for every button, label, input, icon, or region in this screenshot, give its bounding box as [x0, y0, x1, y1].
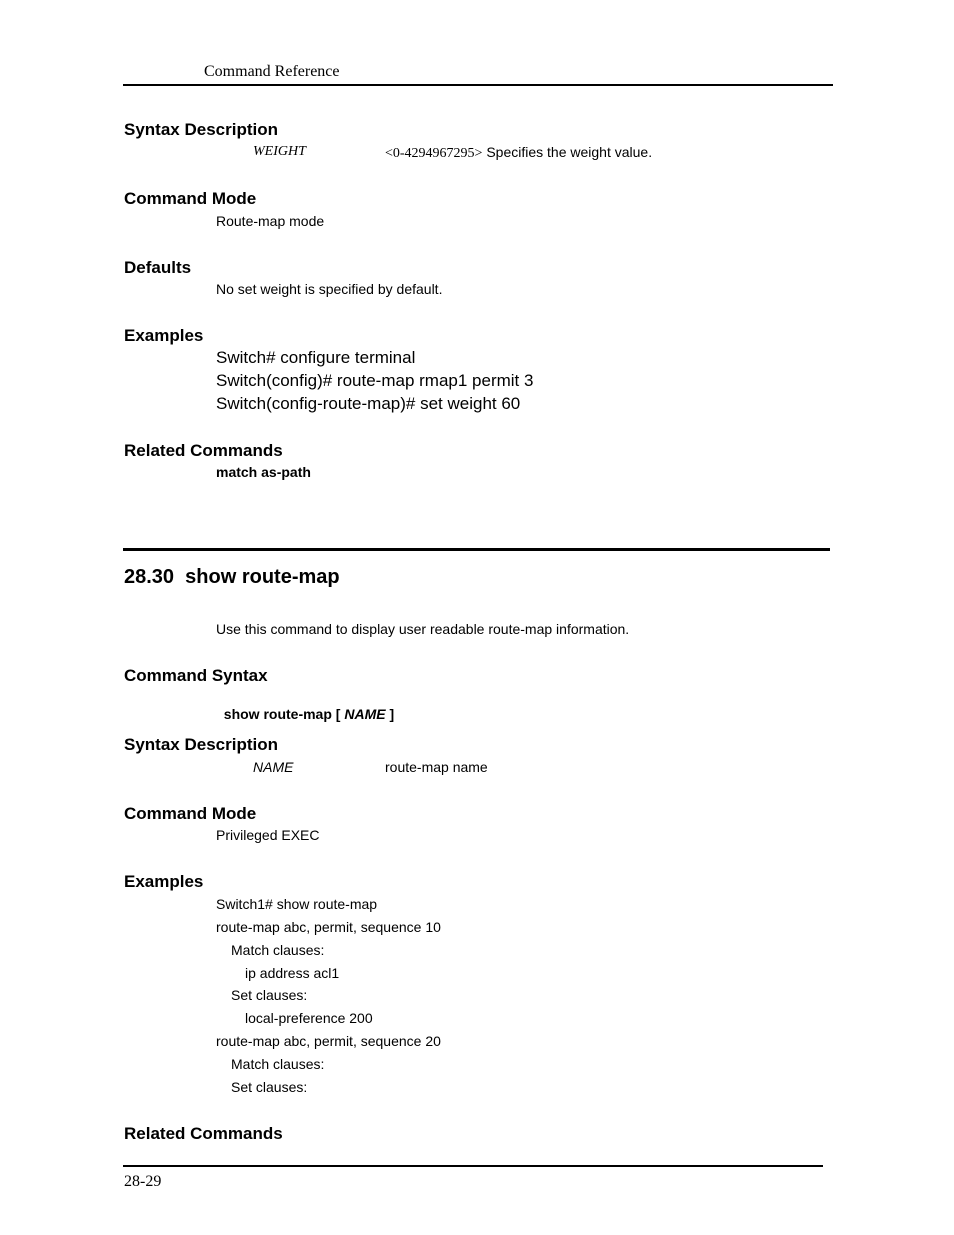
example-line: Match clauses:: [231, 1056, 325, 1072]
examples-heading: Examples: [124, 872, 204, 891]
section-title: 28.30 show route-map: [124, 566, 340, 588]
syntax-param: NAME: [344, 706, 386, 722]
command-syntax: [216, 690, 394, 722]
example-line: Switch(config-route-map)# set weight 60: [216, 394, 521, 413]
example-line: Set clauses:: [231, 1079, 308, 1095]
section-rule: [123, 548, 830, 551]
example-line: Switch1# show route-map: [216, 896, 378, 912]
related-command-link: match as-path: [216, 464, 311, 480]
command-mode-heading: Command Mode: [124, 804, 257, 823]
command-mode-value: Route-map mode: [216, 213, 325, 229]
syntax-suffix: ]: [385, 706, 395, 722]
header-rule: [123, 84, 833, 86]
param-name: NAME: [253, 759, 294, 775]
param-weight-name: WEIGHT: [253, 144, 306, 159]
example-line: route-map abc, permit, sequence 20: [216, 1033, 441, 1049]
related-commands-heading: Related Commands: [124, 1124, 283, 1143]
example-line: Switch(config)# route-map rmap1 permit 3: [216, 371, 534, 390]
syntax-description-heading: Syntax Description: [124, 120, 278, 139]
example-line: Set clauses:: [231, 987, 308, 1003]
param-weight-range: <0-4294967295>: [385, 146, 483, 161]
example-line: route-map abc, permit, sequence 10: [216, 919, 441, 935]
param-desc: route-map name: [385, 759, 488, 775]
example-line: ip address acl1: [245, 965, 340, 981]
section-intro: Use this command to display user readable route-map information.: [216, 621, 630, 637]
page-number: 28-29: [124, 1173, 162, 1190]
command-mode-heading: Command Mode: [124, 189, 257, 208]
footer-rule: [123, 1165, 823, 1167]
defaults-value: No set weight is specified by default.: [216, 281, 443, 297]
example-line: Switch# configure terminal: [216, 348, 416, 367]
command-mode-value: Privileged EXEC: [216, 827, 320, 843]
examples-heading: Examples: [124, 326, 204, 345]
related-commands-heading: Related Commands: [124, 441, 283, 460]
example-line: Match clauses:: [231, 942, 325, 958]
param-weight-desc: [385, 144, 652, 162]
defaults-heading: Defaults: [124, 258, 192, 277]
running-header: Command Reference: [204, 63, 340, 80]
command-syntax-heading: Command Syntax: [124, 666, 268, 685]
syntax-prefix: show route-map [: [223, 706, 345, 722]
param-weight-text: Specifies the weight value.: [482, 144, 653, 160]
example-line: local-preference 200: [245, 1010, 373, 1026]
syntax-description-heading: Syntax Description: [124, 735, 278, 754]
